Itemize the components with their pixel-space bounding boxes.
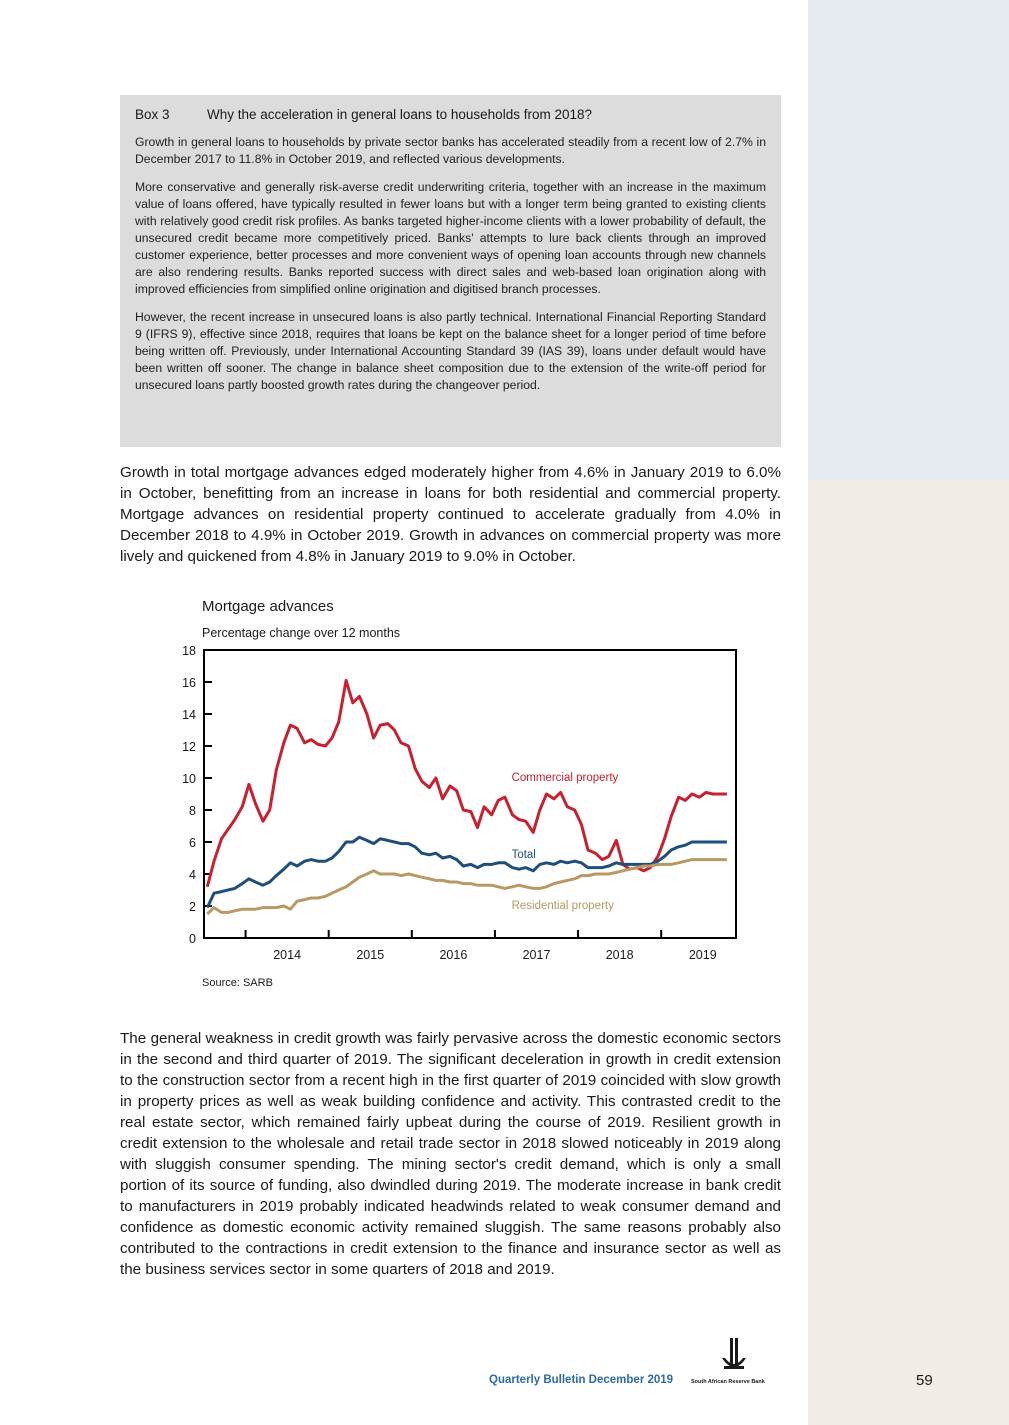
chart-source: Source: SARB [202,977,273,989]
decorative-side-band [808,0,1009,1425]
box-paragraph: More conservative and generally risk-averse credit underwriting criteria, together with an increase in the maximum value of loans offered, have typically resulted in fewer loans but with a longer term being granted to existing clients with relatively good credit risk profiles. As banks targeted higher-income clients with a lower probability of default, the unsecured credit became more competitively priced. Banks' attempts to lure back clients through an improved customer experience, better processes and more convenient ways of opening loan accounts through new channels are also rendering results. Banks reported success with direct sales and web-based loan origination along with improved efficiencies from simplified online origination and digitised branch processes. [135,180,766,296]
x-tick-label: 2016 [439,948,468,962]
footer-publication-title: Quarterly Bulletin December 2019 [489,1374,674,1386]
series-line-commercial-property [207,680,727,886]
series-line-total [207,837,727,907]
y-tick-label: 8 [189,804,196,818]
y-tick-label: 6 [189,836,196,850]
x-tick-label: 2018 [605,948,634,962]
x-tick-label: 2019 [688,948,717,962]
y-tick-label: 2 [189,900,196,914]
footer-bank-name: South African Reserve Bank [691,1379,765,1385]
body-paragraph-mortgage: Growth in total mortgage advances edged moderately higher from 4.6% in January 2019 to 6.0% in October, benefitting from an increase in loans for both residential and commercial property. Mortgage advances on residential property continued to accelerate gradually from 4.0% in December 2018 to 4.9% in October 2019. Growth in advances on commercial property was more lively and quickened from 4.8% in January 2019 to 9.0% in October. [120,464,781,565]
series-label: Residential property [511,900,614,913]
side-pattern-top [808,0,1009,480]
chart-subtitle: Percentage change over 12 months [202,626,401,640]
y-tick-label: 12 [182,740,196,754]
y-tick-label: 18 [182,644,196,658]
box-3 [120,95,781,447]
box-paragraph: Growth in general loans to households by private sector banks has accelerated steadily from a recent low of 2.7% in December 2017 to 11.8% in October 2019, and reflected various developments. [135,135,766,166]
plot-frame [204,650,736,938]
series-label: Commercial property [511,772,619,785]
mortgage-advances-chart [160,635,750,970]
y-tick-label: 14 [182,708,196,722]
side-pattern-bottom [808,480,1009,1425]
sarb-logo-icon [719,1336,749,1376]
y-tick-label: 16 [182,676,196,690]
box-paragraph: However, the recent increase in unsecured loans is also partly technical. International Financial Reporting Standard 9 (IFRS 9), effective since 2018, requires that loans be kept on the balance sheet for a longer period of time before being written off. Previously, under International Accounting Standard 39 (IAS 39), loans under default would have been written off sooner. The change in balance sheet composition due to the extension of the write-off period for unsecured loans partly boosted growth rates during the changeover period. [135,310,766,392]
x-tick-label: 2017 [522,948,551,962]
x-tick-label: 2014 [273,948,302,962]
x-tick-label: 2015 [356,948,385,962]
y-tick-label: 4 [189,868,196,882]
box-heading [135,107,766,122]
box-title: Why the acceleration in general loans to households from 2018? [207,107,592,122]
series-label: Total [511,849,536,861]
chart-title: Mortgage advances [202,598,334,615]
box-number: Box 3 [135,107,170,122]
page-number: 59 [916,1372,933,1389]
y-tick-label: 0 [189,932,196,946]
body-paragraph-credit: The general weakness in credit growth was fairly pervasive across the domestic economic sectors in the second and third quarter of 2019. The significant deceleration in growth in credit extension to the construction sector from a recent high in the first quarter of 2019 coincided with slow growth in property prices as well as weak building confidence and activity. This contrasted credit to the real estate sector, which remained fairly upbeat during the course of 2019. Resilient growth in credit extension to the wholesale and retail trade sector in 2018 slowed noticeably in 2019 along with sluggish consumer spending. The mining sector's credit demand, which is only a small portion of its source of funding, also dwindled during 2019. The moderate increase in bank credit to manufacturers in 2019 probably indicated headwinds related to weak consumer demand and confidence as domestic economic activity remained sluggish. The same reasons probably also contributed to the contractions in credit extension to the finance and insurance sector as well as the business services sector in some quarters of 2018 and 2019. [120,1030,781,1278]
y-tick-label: 10 [182,772,196,786]
